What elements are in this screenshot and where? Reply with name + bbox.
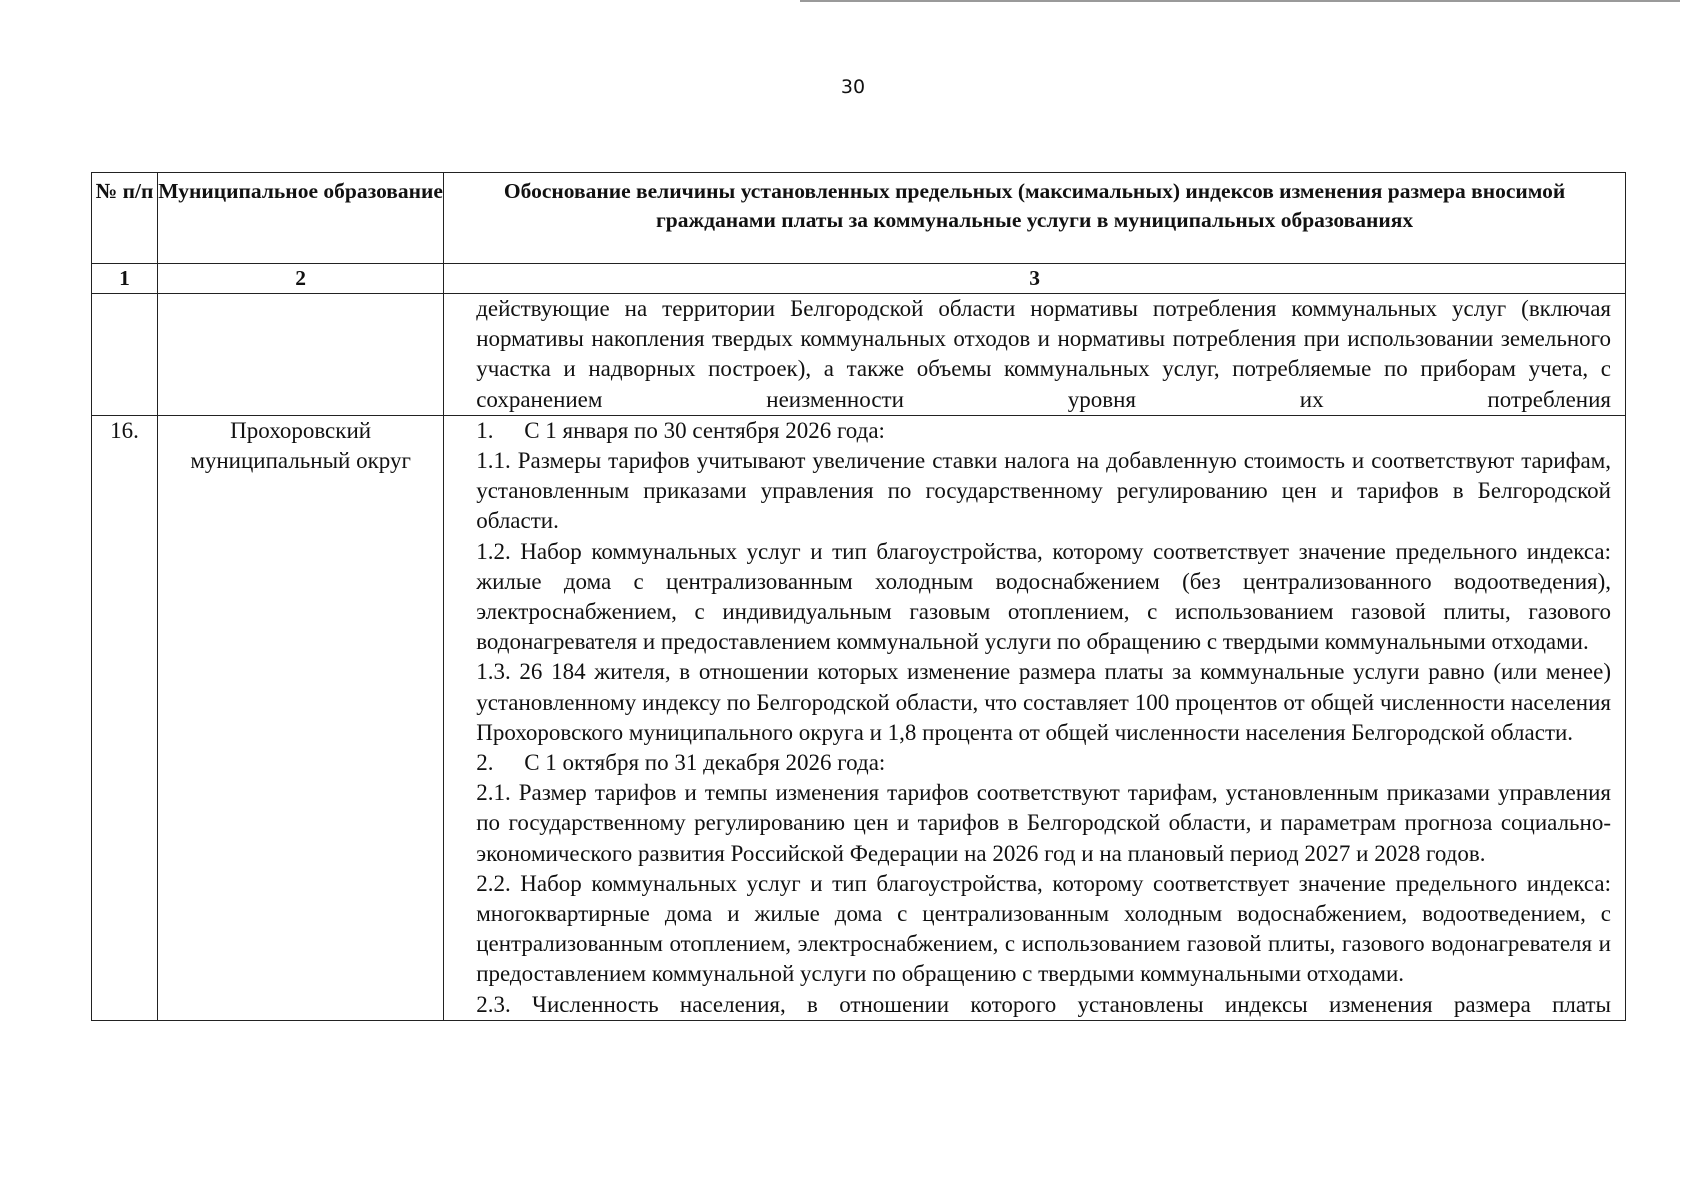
justification-cell [444, 294, 1626, 416]
municipality-cell: Прохоровский муниципальный округ [158, 415, 444, 1020]
municipality-cell [158, 294, 444, 416]
header-number: № п/п [92, 173, 158, 264]
justification-cell [444, 415, 1626, 1020]
column-number-2: 2 [158, 264, 444, 294]
table-row [92, 415, 1626, 1020]
header-municipality: Муниципальное образование [158, 173, 444, 264]
list-item: 1. С 1 января по 30 сентября 2026 года: [476, 417, 885, 443]
continued-paragraph: действующие на территории Белгородской области нормативы потребления коммунальных услуг (включая нормативы накопления твердых коммунальных отходов и нормативы потребления при использовании земельного участка и надворных построек), а также объемы коммунальных услуг, потребляемые по приборам учета, с сохранением неизменности уровня их потребления [476, 296, 1611, 412]
list-item: 2. С 1 октября по 31 декабря 2026 года: [476, 750, 886, 776]
scan-edge-line [800, 0, 1680, 2]
paragraph-2-2: 2.2. Набор коммунальных услуг и тип благоустройства, которому соответствует значение предельного индекса: многоквартирные дома и жилые дома с централизованным холодным водоснабжением, водоотведением, с централизованным отоплением, электроснабжением, с использованием газовой плиты, газового водонагревателя и предоставлением коммунальной услуги по обращению с твердыми коммунальными отходами. [476, 870, 1611, 987]
column-number-3: 3 [444, 264, 1626, 294]
header-justification: Обоснование величины установленных предельных (максимальных) индексов изменения размера вносимой гражданами платы за коммунальные услуги в муниципальных образованиях [444, 173, 1626, 264]
paragraph-1-2: 1.2. Набор коммунальных услуг и тип благоустройства, которому соответствует значение предельного индекса: жилые дома с централизованным холодным водоснабжением (без централизованного водоотведения), электроснабжением, с индивидуальным газовым отоплением, с использованием газовой плиты, газового водонагревателя и предоставлением коммунальной услуги по обращению с твердыми коммунальными отходами. [476, 538, 1611, 655]
paragraph-1-1: 1.1. Размеры тарифов учитывают увеличение ставки налога на добавленную стоимость и соответствуют тарифам, установленным приказами управления по государственному регулированию цен и тарифов в Белгородской области. [476, 448, 1611, 534]
table-row [92, 294, 1626, 416]
paragraph-2-1: 2.1. Размер тарифов и темпы изменения тарифов соответствуют тарифам, установленным приказами управления по государственному регулированию цен и тарифов в Белгородской области, и параметрам прогноза социально-экономического развития Российской Федерации на 2026 год и на плановый период 2027 и 2028 годов. [476, 780, 1611, 866]
justification-table [91, 172, 1626, 1021]
row-number-cell: 16. [92, 415, 158, 1020]
row-number-cell [92, 294, 158, 416]
paragraph-1-3: 1.3. 26 184 жителя, в отношении которых изменение размера платы за коммунальные услуги равно (или менее) установленному индексу по Белгородской области, что составляет 100 процентов от общей численности населения Прохоровского муниципального округа и 1,8 процента от общей численности населения Белгородской области. [476, 659, 1611, 745]
page-number: 30 [840, 76, 866, 98]
column-number-row [92, 264, 1626, 294]
header-row [92, 173, 1626, 264]
paragraph-2-3: 2.3. Численность населения, в отношении которого установлены индексы изменения размера платы [476, 991, 1611, 1017]
column-number-1: 1 [92, 264, 158, 294]
